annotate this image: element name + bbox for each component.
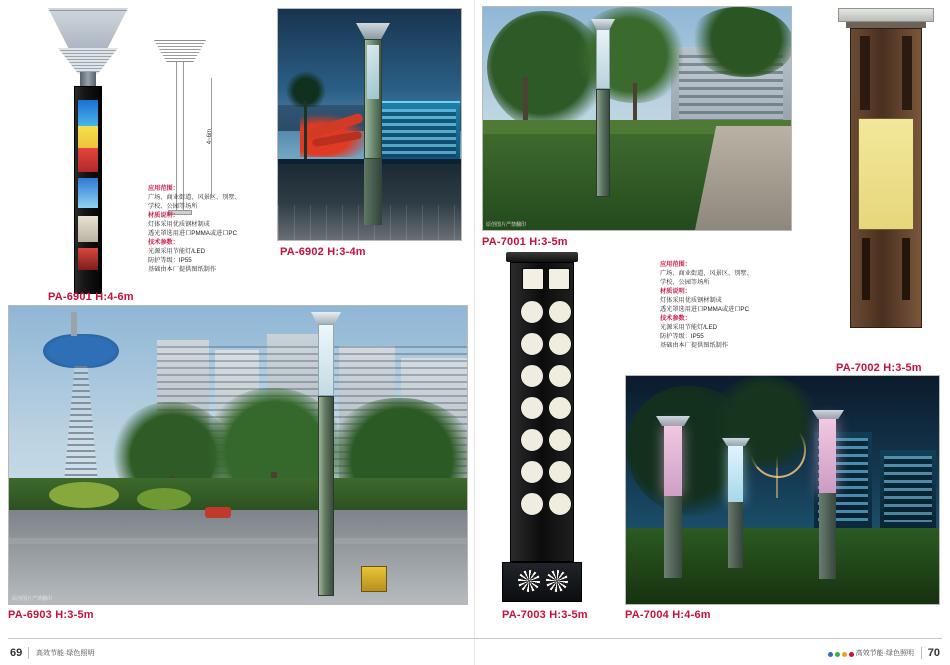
drawing-lamp-head (154, 40, 206, 62)
spec-line: 基础由本厂提供图纸制作 (148, 265, 217, 273)
spec-line: 材质说明： (148, 211, 179, 219)
photo-lamp-base (364, 159, 382, 225)
watermark: 原创图片严禁翻印 (12, 596, 53, 602)
lamp-head-fins-lower (58, 48, 118, 74)
zodiac-medallion (520, 332, 544, 356)
spec-line: 技术参数： (660, 314, 691, 322)
footer-text-right: 高效节能·绿色照明 (855, 650, 914, 657)
lower-light-slot (902, 238, 910, 300)
product-image-pa-7003 (498, 252, 588, 604)
lamp-roof (838, 8, 934, 22)
parked-car (205, 507, 231, 518)
photo-lamp-column (664, 496, 682, 578)
footer-rule (8, 638, 942, 639)
lamp-head-fins (48, 8, 128, 52)
page-number-left: 69 (10, 647, 23, 659)
building-windows (884, 456, 932, 522)
palm-trunk (304, 101, 307, 161)
zodiac-medallion (548, 332, 572, 356)
color-stripe (78, 178, 98, 208)
color-stripe (78, 216, 98, 242)
page-number-right: 70 (927, 647, 940, 659)
kerb (9, 538, 467, 544)
zodiac-medallion (548, 460, 572, 484)
footer-divider (921, 647, 922, 659)
zodiac-medallion (520, 300, 544, 324)
footer-divider (28, 647, 29, 659)
product-caption-pa-7003: PA-7003 H:3-5m (502, 609, 588, 621)
color-stripe (78, 248, 98, 270)
spec-line: 光源采用节能灯/LED (148, 247, 206, 255)
product-caption-pa-6901: PA-6901 H:4-6m (48, 291, 134, 303)
product-photo-pa-6903 (8, 305, 468, 605)
zodiac-medallion (548, 364, 572, 388)
zodiac-medallion (548, 300, 572, 324)
zodiac-medallion (548, 396, 572, 420)
spec-line: 灯体采用优质钢材制成 (148, 220, 210, 228)
product-photo-pa-7001 (482, 6, 792, 231)
lattice-window (522, 268, 544, 290)
watermark: 原创图片严禁翻印 (486, 222, 527, 228)
color-stripe (78, 100, 98, 126)
spec-block-left (148, 185, 241, 275)
zodiac-medallion (520, 428, 544, 452)
zodiac-medallion (548, 492, 572, 516)
spec-line: 防护等级：IP55 (148, 256, 192, 264)
product-caption-pa-7004: PA-7004 H:4-6m (625, 609, 711, 621)
photo-lamp-column (596, 89, 610, 197)
zodiac-medallion (520, 492, 544, 516)
spec-line: 灯体采用优质钢材制成 (660, 296, 722, 304)
lower-light-slot (862, 238, 870, 300)
spec-line: 学校、公园等场所 (660, 278, 710, 286)
zodiac-medallion (520, 364, 544, 388)
photo-lamp-diffuser (728, 446, 743, 502)
shrub (49, 482, 119, 508)
product-caption-pa-6902: PA-6902 H:3-4m (280, 246, 366, 258)
lattice-window (548, 268, 570, 290)
zodiac-medallion (520, 460, 544, 484)
zodiac-medallion (548, 428, 572, 452)
spec-block-right (660, 261, 753, 351)
spec-line: 材质说明： (660, 287, 691, 295)
photo-lamp-diffuser (596, 29, 610, 89)
color-stripe (78, 148, 98, 172)
spec-line: 广场、商业街道、风景区、别墅、 (148, 193, 241, 201)
spec-line: 透光罩选用进口PMMA或进口PC (660, 305, 750, 313)
footer-text-left: 高效节能·绿色照明 (36, 650, 95, 657)
observation-tower-pod (43, 334, 119, 368)
photo-lamp-column (728, 502, 743, 568)
photo-lamp-column (318, 396, 334, 596)
spec-line: 防护等级：IP55 (660, 332, 704, 340)
photo-lamp-diffuser (367, 45, 379, 99)
product-caption-pa-7001: PA-7001 H:3-5m (482, 236, 568, 248)
product-caption-pa-6903: PA-6903 H:3-5m (8, 609, 94, 621)
spec-line: 技术参数： (148, 238, 179, 246)
upper-light-slot (860, 36, 870, 110)
spec-line: 学校、公园等场所 (148, 202, 198, 210)
product-photo-pa-7004 (625, 375, 940, 605)
spec-line: 广场、商业街道、风景区、别墅、 (660, 269, 753, 277)
flower-grille (546, 570, 568, 592)
drawing-dimension-label: 4~6m (207, 129, 213, 145)
plaza-paving (9, 510, 467, 604)
building-windows (378, 109, 456, 157)
shrub (137, 488, 191, 510)
product-image-pa-7002 (832, 6, 940, 338)
illuminated-panel (858, 118, 914, 230)
photo-lamp-diffuser (819, 419, 836, 493)
product-image-pa-6901 (40, 8, 136, 298)
spec-line: 光源采用节能灯/LED (660, 323, 718, 331)
product-caption-pa-7002: PA-7002 H:3-5m (836, 362, 922, 374)
tower-mast (71, 312, 77, 336)
spec-line: 应用范围： (660, 261, 691, 268)
spec-line: 透光罩选用进口PMMA或进口PC (148, 229, 238, 237)
zodiac-medallion (520, 396, 544, 420)
upper-light-slot (902, 36, 912, 110)
lamp-base (502, 562, 582, 602)
spec-line: 基础由本厂提供图纸制作 (660, 341, 729, 349)
photo-lamp-head (311, 312, 341, 324)
photo-lamp-diffuser (664, 426, 682, 496)
lamp-cap (506, 252, 578, 262)
litter-bin (361, 566, 387, 592)
footer-dots (828, 652, 854, 657)
spec-line: 应用范围： (148, 185, 179, 192)
color-stripe (78, 126, 98, 148)
photo-lamp-head (356, 23, 390, 39)
page-gutter (474, 0, 475, 665)
photo-lamp-diffuser (318, 324, 334, 396)
product-photo-pa-6902 (277, 8, 462, 241)
photo-lamp-column (819, 493, 836, 579)
flower-grille (518, 570, 540, 592)
